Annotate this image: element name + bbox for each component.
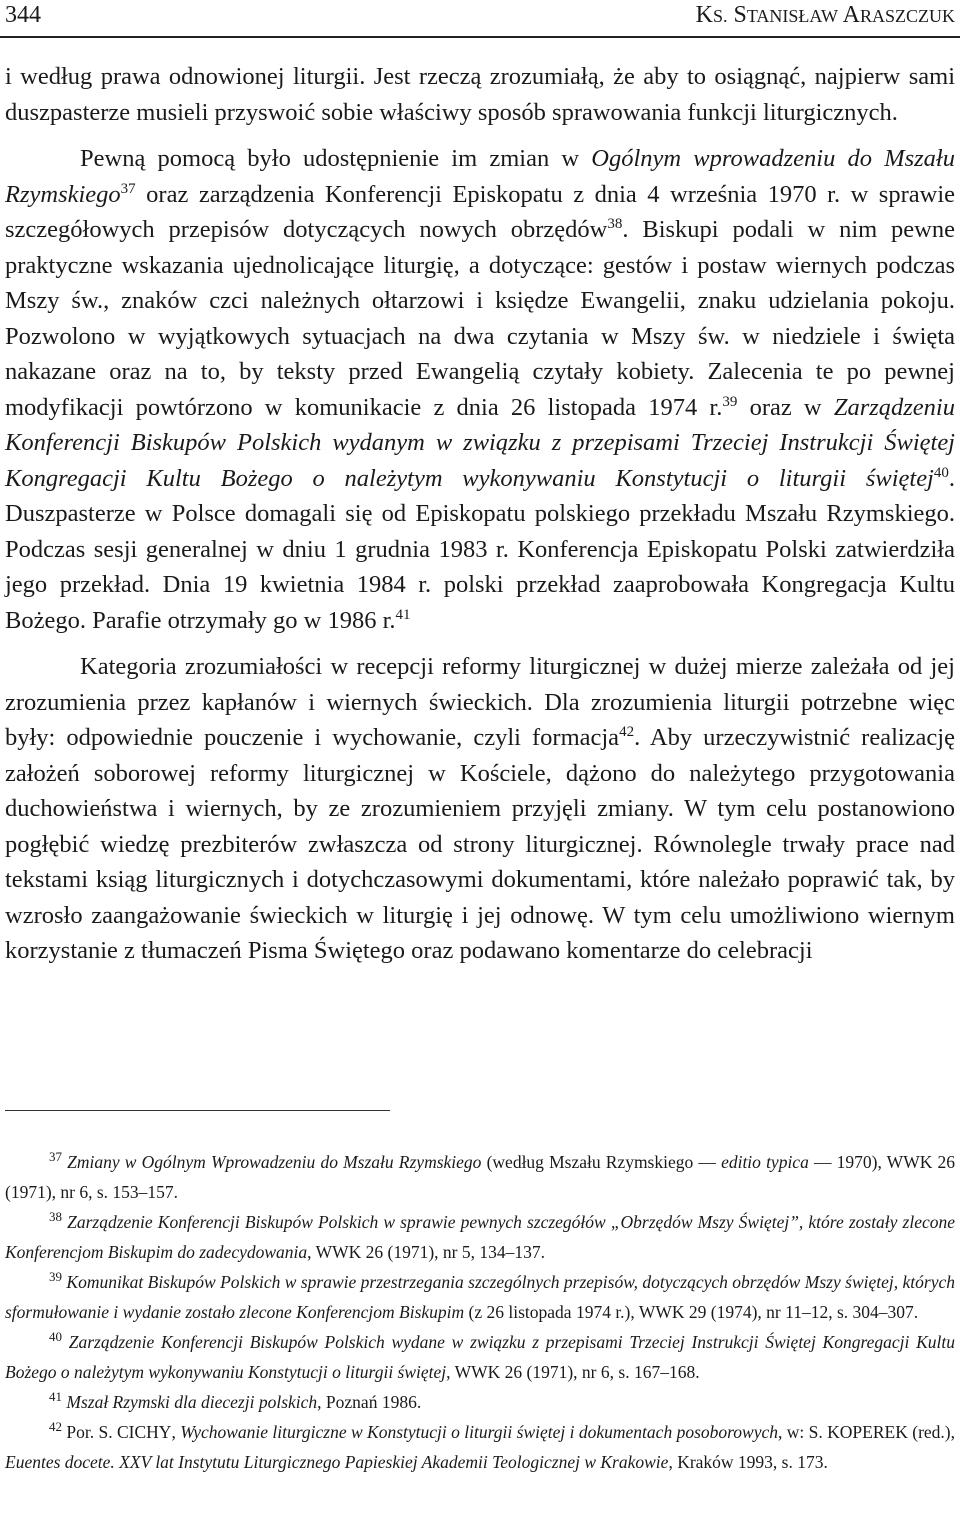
footnote-38: $^{38}$ Zarządzenie Konferencji Biskupów Polskich w sprawie pewnych szczegółów „Obrzędów Mszy Świętej”, które zostały zlecone Konferencjom Biskupim do zadecydowania, WWK 26 (1971), nr 5, 134–137. — [5, 1209, 956, 1262]
page-number: 344 — [5, 2, 41, 28]
footnote-40: $^{40}$ Zarządzenie Konferencji Biskupów Polskich wydane w związku z przepisami Trzeciej Instrukcji Świętej Kongregacji Kultu Bożego o należytym wykonywaniu Konstytucji o liturgii świętej, WWK 26 (1971), nr 6, s. 167–168. — [5, 1329, 956, 1382]
footnote-separator — [5, 1110, 390, 1111]
footnote-41: $^{41}$ Mszał Rzymski dla diecezji polskich, Poznań 1986. — [49, 1389, 422, 1412]
footnote-ref-38: 38 — [607, 215, 623, 232]
paragraph-2: Pewną pomocą było udostępnienie im zmian w Ogólnym wprowadzeniu do Mszału Rzymskiego$^{37}$ oraz zarządzenia Konferencji Episkopatu z dnia 4 września 1970 r. w sprawie szczegółowych przepisów dotyczących nowych obrzędów$^{38}$. Biskupi podali w nim pewne praktyczne wskazania ujednolicające liturgię, a dotyczące: gestów i postaw wiernych podczas Mszy św., znaków czci należnych ołtarzowi i księdze Ewangelii, znaku udzielania pokoju. Pozwolono w wyjątkowych sytuacjach na dwa czytania w Mszy św. w niedziele i święta nakazane oraz na to, by teksty przed Ewangelią czytały kobiety. Zalecenia te po pewnej modyfikacji powtórzono w komunikacie z dnia 26 listopada 1974 r.$^{39}$ oraz w Zarządzeniu Konferencji Biskupów Polskich wydanym w związku z przepisami Trzeciej Instrukcji Świętej Kongregacji Kultu Bożego o należytym wykonywaniu Konstytucji o liturgii świętej$^{40}$. Duszpasterze w Polsce domagali się od Episkopatu polskiego przekładu Mszału Rzymskiego. Podczas sesji generalnej w dniu 1 grudnia 1983 r. Konferencja Episkopatu Polski zatwierdziła jego przekład. Dnia 19 kwietnia 1984 r. polski przekład zaaprobowała Kongregacja Kultu Bożego. Parafie otrzymały go w 1986 r.$^{41}$ — [5, 145, 955, 634]
running-header — [0, 0, 960, 36]
running-author: KS. STANISŁAW ARASZCZUK — [695, 2, 955, 28]
footnote-39: $^{39}$ Komunikat Biskupów Polskich w sprawie przestrzegania szczególnych przepisów, dotyczących obrzędów Mszy świętej, których sformułowanie i wydanie zostało zlecone Konferencjom Biskupim (z 26 listopada 1974 r.), WWK 29 (1974), nr 11–12, s. 304–307. — [5, 1269, 956, 1322]
footnote-42: $^{42}$ Por. S. CICHY, Wychowanie liturgiczne w Konstytucji o liturgii świętej i dokumentach posoborowych, w: S. KOPEREK (red.), Euentes docete. XXV lat Instytutu Liturgicznego Papieskiej Akademii Teologicznej w Krakowie, Kraków 1993, s. 173. — [5, 1419, 955, 1472]
paragraph-3: Kategoria zrozumiałości w recepcji reformy liturgicznej w dużej mierze zależała od jej zrozumienia przez kapłanów i wiernych świeckich. Dla zrozumienia liturgii potrzebne więc były: odpowiednie pouczenie i wychowanie, czyli formacja$^{42}$. Aby urzeczywistnić realizację założeń soborowej reformy liturgicznej w Kościele, dążono do należytego przygotowania duchowieństwa i wiernych, by ze zrozumieniem przyjęli zmiany. W tym celu postanowiono pogłębić wiedzę prezbiterów zwłaszcza od strony liturgicznej. Równolegle trwały prace nad tekstami ksiąg liturgicznych i dotychczasowymi dokumentami, które należało poprawić tak, by wzrosło zaangażowanie świeckich w liturgię i jej odnowę. W tym celu umożliwiono wiernym korzystanie z tłumaczeń Pisma Świętego oraz podawano komentarze do celebracji — [5, 653, 955, 964]
footnote-ref-42: 42 — [619, 723, 635, 740]
footnote-ref-41: 41 — [395, 606, 411, 623]
paragraph-1: i według prawa odnowionej liturgii. Jest rzeczą zrozumiałą, że aby to osiągnąć, najpierw sami duszpasterze musieli przyswoić sobie właściwy sposób sprawowania funkcji liturgicznych. — [5, 63, 955, 126]
footnote-ref-40: 40 — [933, 464, 949, 481]
footnotes — [5, 1147, 955, 1477]
footnote-ref-37: 37 — [120, 180, 136, 197]
header-rule — [0, 36, 960, 38]
footnote-37: $^{37}$ Zmiany w Ogólnym Wprowadzeniu do Mszału Rzymskiego (według Mszału Rzymskiego — editio typica — 1970), WWK 26 (1971), nr 6, s. 153–157. — [5, 1149, 955, 1202]
footnote-ref-39: 39 — [722, 393, 738, 410]
body-text — [5, 59, 955, 969]
